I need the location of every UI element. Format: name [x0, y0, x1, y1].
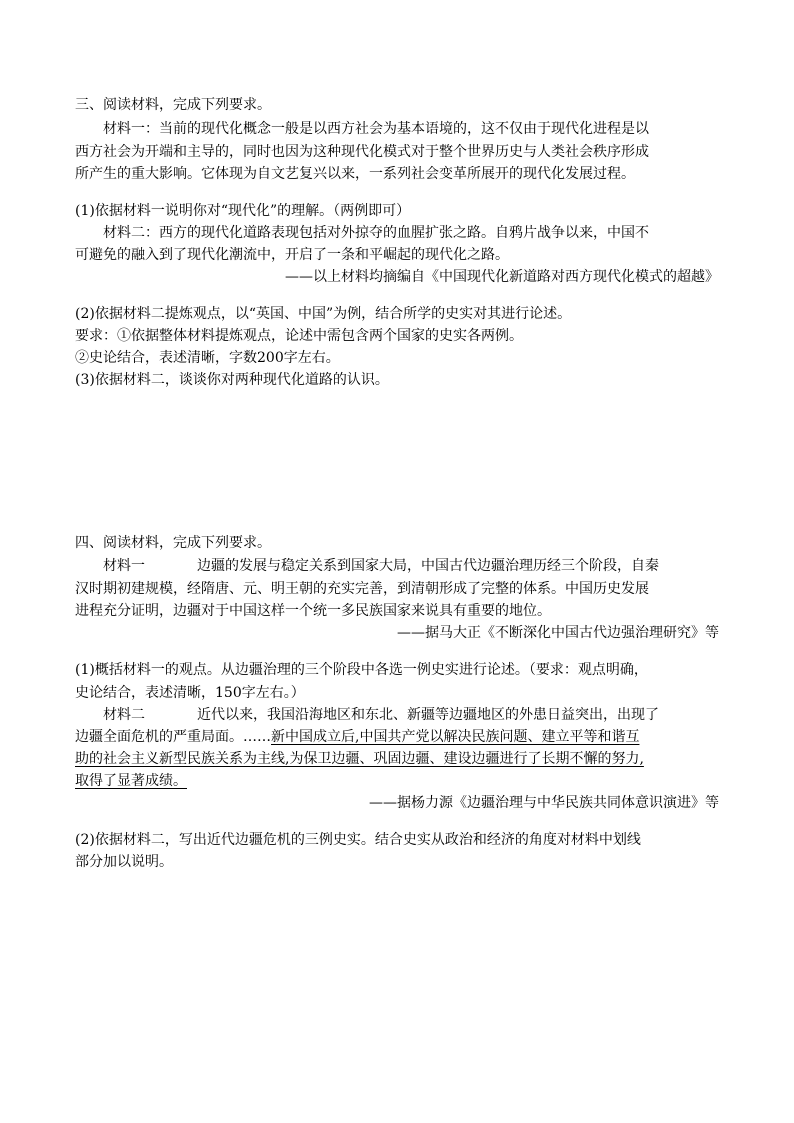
s3-source: ——以上材料均摘编自《中国现代化新道路对西方现代化模式的超越》: [285, 269, 719, 285]
s3-material1-line3: 所产生的重大影响。它体现为自文艺复兴以来，一系列社会变革所展开的现代化发展过程。: [75, 166, 635, 182]
s4-material2-text: 近代以来，我国沿海地区和东北、新疆等边疆地区的外患日益突出，出现了: [197, 707, 659, 723]
s4-material2-underlined-2: 助的社会主义新型民族关系为主线,为保卫边疆、巩固边疆、建设边疆进行了长期不懈的努力,: [75, 751, 644, 767]
s3-material1-line2: 西方社会为开端和主导的，同时也因为这种现代化模式对于整个世界历史与人类社会秩序形成: [75, 144, 649, 160]
s3-question2: (2)依据材料二提炼观点，以“英国、中国”为例，结合所学的史实对其进行论述。: [75, 306, 572, 322]
s4-material2-line1: [103, 706, 659, 724]
s4-source2: ——据杨力源《边疆治理与中华民族共同体意识演进》等: [369, 795, 719, 811]
s4-material2-plain: 边疆全面危机的严重局面。……: [75, 729, 271, 745]
s4-question2-line1: (2)依据材料二，写出近代边疆危机的三例史实。结合史实从政治和经济的角度对材料中划线: [75, 832, 641, 848]
s4-material1-line2: 汉时期初建规模，经隋唐、元、明王朝的充实完善，到清朝形成了完整的体系。中国历史发展: [75, 581, 649, 597]
s3-question1: (1)依据材料一说明你对“现代化”的理解。（两例即可）: [75, 203, 411, 219]
s4-source1: ——据马大正《不断深化中国古代边强治理研究》等: [397, 625, 719, 641]
s3-requirement2: ②史论结合，表述清晰，字数200字左右。: [75, 350, 340, 366]
section3-heading: 三、阅读材料，完成下列要求。: [75, 97, 271, 113]
s4-material2-label: 材料二: [103, 707, 145, 723]
s4-material2-underlined-1: 新中国成立后,中国共产党以解决民族问题、建立平等和谐互: [271, 729, 640, 745]
s3-material2-line1: 材料二：西方的现代化道路表现包括对外掠夺的血腥扩张之路。自鸦片战争以来，中国不: [103, 225, 649, 241]
s4-question1-line1: (1)概括材料一的观点。从边疆治理的三个阶段中各选一例史实进行论述。（要求：观点明确，: [75, 662, 648, 678]
s4-material1-label: 材料一: [103, 558, 145, 574]
s3-requirement1: 要求：①依据整体材料提炼观点，论述中需包含两个国家的史实各两例。: [75, 328, 523, 344]
s3-material1-line1: 材料一：当前的现代化概念一般是以西方社会为基本语境的，这不仅由于现代化进程是以: [103, 121, 649, 137]
s4-question1-line2: 史论结合，表述清晰，150字左右。）: [75, 685, 305, 701]
s4-material2-line2: [75, 728, 639, 746]
s4-question2-line2: 部分加以说明。: [75, 854, 173, 870]
s4-material1-line1: [103, 557, 659, 575]
s3-question3: (3)依据材料二，谈谈你对两种现代化道路的认识。: [75, 372, 389, 388]
s4-material2-underlined-3: 取得了显著成绩。: [75, 773, 187, 789]
s3-material2-line2: 可避免的融入到了现代化潮流中，开启了一条和平崛起的现代化之路。: [75, 247, 509, 263]
section4-heading: 四、阅读材料，完成下列要求。: [75, 535, 271, 551]
s4-material1-line3: 进程充分证明，边疆对于中国这样一个统一多民族国家来说具有重要的地位。: [75, 603, 551, 619]
s4-material1-text: 边疆的发展与稳定关系到国家大局，中国古代边疆治理历经三个阶段，自秦: [197, 558, 659, 574]
